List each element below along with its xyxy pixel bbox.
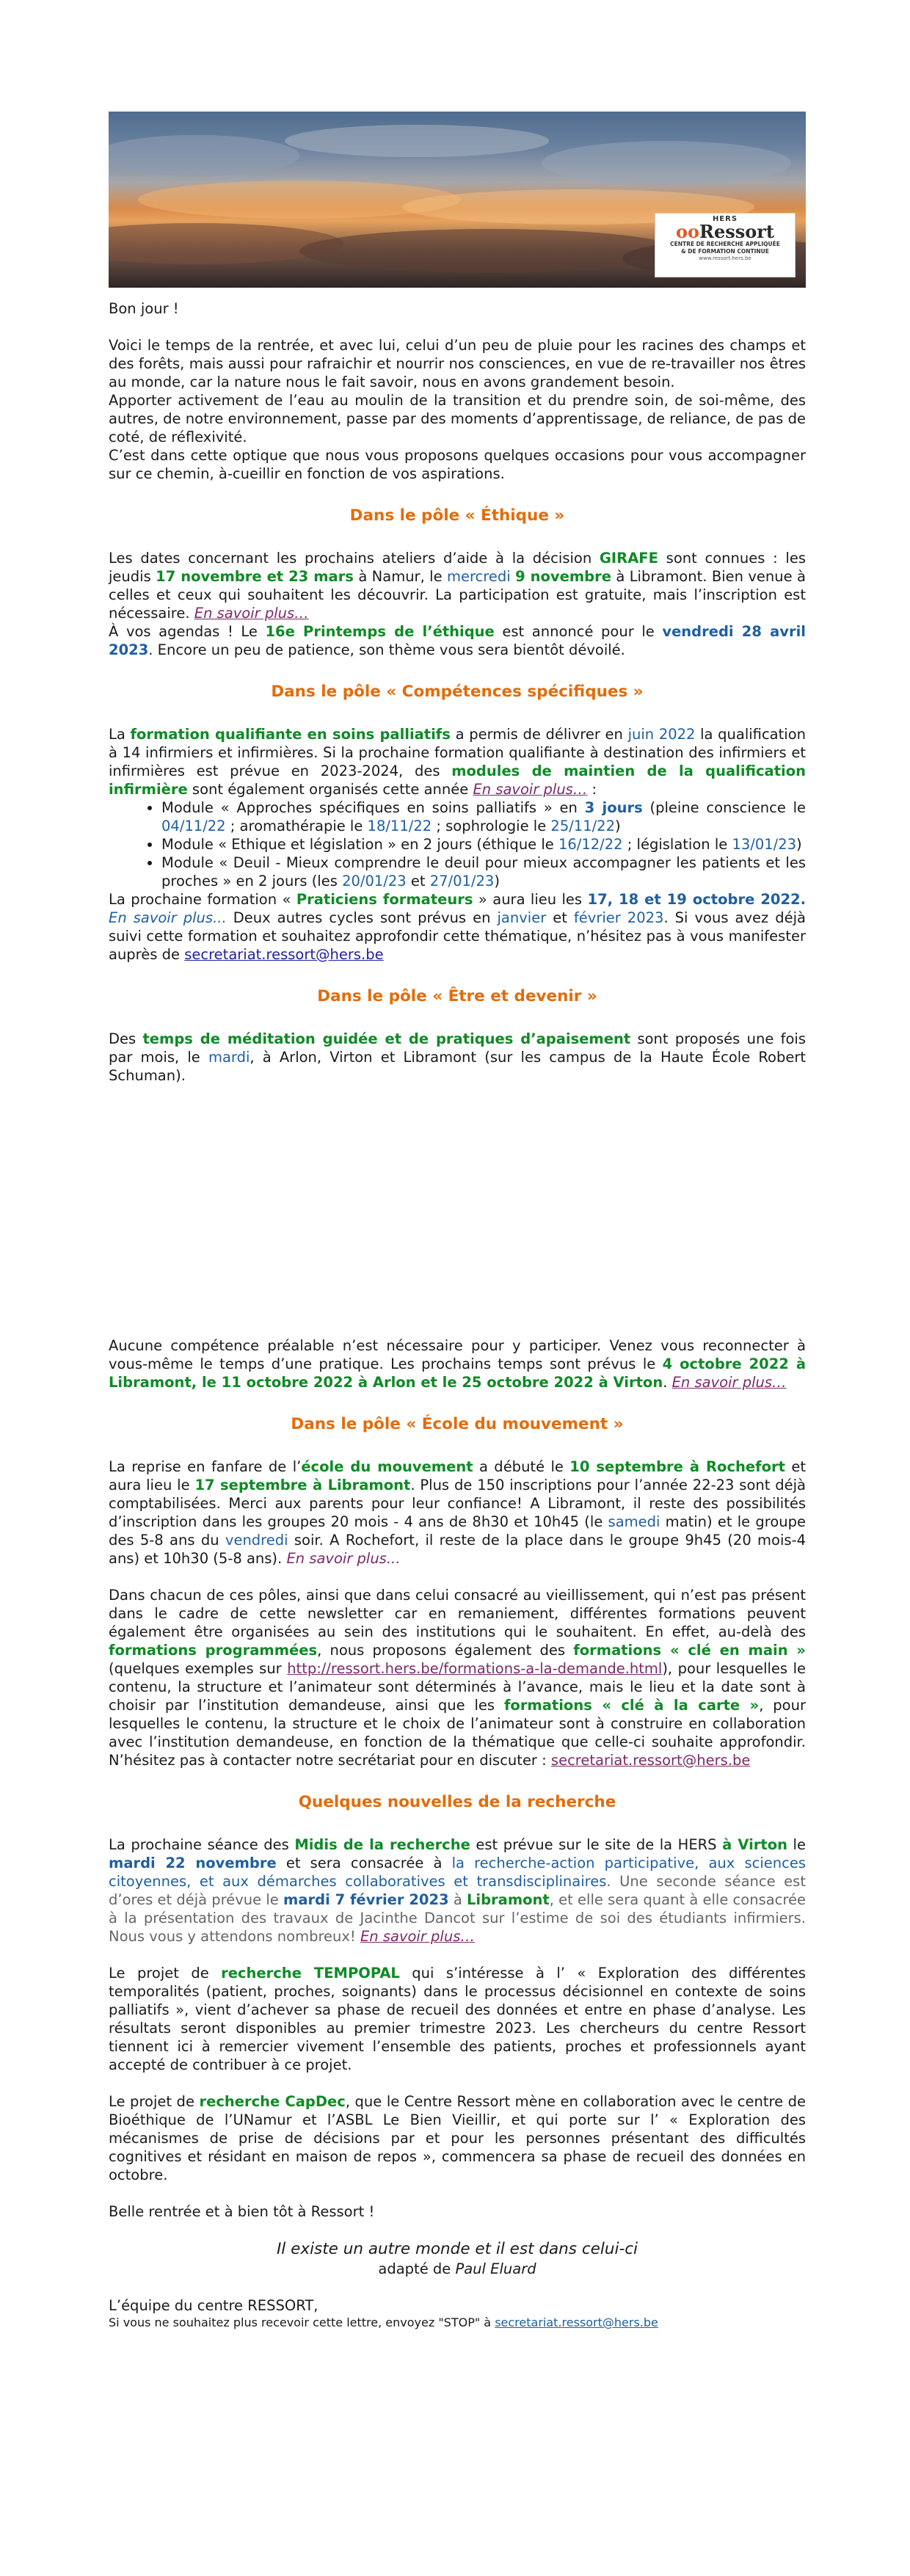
mouvement-paragraph-2: Dans chacun de ces pôles, ainsi que dans celui consacré au vieillissement, qui n’est pas présent dans le cadre de cette newsletter car en remaniement, différentes formations peuvent également être organisées au sein des institutions qui le souhaitent. En effet, au-delà des formations programmées, nous proposons également des formations « clé en main » (quelques exemples sur http://ressort.hers.be/formations-a-la-demande.html), pour lesquelles le contenu, la structure et l’animateur sont déterminés à l’avance, mais le lieu et la date sont à choisir par l’institution demandeuse, ainsi que les formations « clé à la carte », pour lesquelles le contenu, la structure et le choix de l’animateur sont à construire en collaboration avec l’institution demandeuse, en fonction de la thématique que celle-ci souhaite approfondir. N’hésitez pas à contacter notre secrétariat pour en discuter : secretariat.ressort@hers.be	[109, 1587, 806, 1769]
modules-list	[109, 798, 806, 890]
section-title-recherche: Quelques nouvelles de la recherche	[298, 1793, 616, 1811]
etre-more-link[interactable]: En savoir plus…	[671, 1374, 787, 1391]
section-title-ethique: Dans le pôle « Éthique »	[349, 506, 565, 525]
unsubscribe-email-link[interactable]: secretariat.ressort@hers.be	[495, 2315, 658, 2329]
newsletter-body	[109, 299, 806, 2331]
blank-image-area	[109, 1085, 806, 1336]
team-signature: L’équipe du centre RESSORT,	[109, 2297, 318, 2314]
logo-subtitle-2: & DE FORMATION CONTINUE	[681, 248, 769, 255]
ethique-paragraph-2: À vos agendas ! Le 16e Printemps de l’éthique est annoncé pour le vendredi 28 avril 2023. Encore un peu de patience, son thème vous sera bientôt dévoilé.	[109, 623, 806, 658]
mouvement-more-link[interactable]: En savoir plus...	[286, 1550, 401, 1567]
sunset-banner-image	[109, 112, 806, 288]
formateurs-more-link[interactable]: En savoir plus...	[109, 909, 227, 926]
recherche-more-link[interactable]: En savoir plus…	[360, 1928, 475, 1945]
formations-url-link[interactable]: http://ressort.hers.be/formations-a-la-demande.html	[287, 1660, 663, 1677]
secretariat-email-link[interactable]: secretariat.ressort@hers.be	[184, 946, 384, 963]
section-title-competences: Dans le pôle « Compétences spécifiques »	[271, 683, 644, 701]
list-item: • Module « Deuil - Mieux comprendre le deuil pour mieux accompagner les patients et les proches » en 2 jours (les 20/01/23 et 27/01/23)	[161, 854, 806, 890]
competences-paragraph-1: La formation qualifiante en soins palliatifs a permis de délivrer en juin 2022 la qualification à 14 infirmiers et infirmières. Si la prochaine formation qualifiante à destination des infirmiers et infirmières est prévue en 2023-2024, des modules de maintien de la qualification infirmière sont également organisés cette année En savoir plus… :	[109, 726, 806, 798]
recherche-paragraph-2: Le projet de recherche TEMPOPAL qui s’intéresse à l’ « Exploration des différentes temporalités (patient, proches, soignants) dans le processus décisionnel en contexte de soins palliatifs », vient d’achever sa phase de recueil des données et entre en phase d’analyse. Les résultats seront disponibles au premier trimestre 2023. Les chercheurs du centre Ressort tiennent ici à remercier vivement l’ensemble des patients, proches et professionnels ayant accepté de contribuer à ce projet.	[109, 1965, 806, 2073]
quote-author: adapté de Paul Eluard	[378, 2260, 536, 2277]
list-item: • Module « Approches spécifiques en soins palliatifs » en 3 jours (pleine conscience le 04/11/22 ; aromathérapie le 18/11/22 ; sophrologie le 25/11/22)	[161, 798, 806, 835]
mouvement-paragraph-1: La reprise en fanfare de l’école du mouvement a débuté le 10 septembre à Rochefort et aura lieu le 17 septembre à Libramont. Plus de 150 inscriptions pour l’année 22-23 sont déjà comptabilisées. Merci aux parents pour leur confiance! A Libramont, il reste des possibilités d’inscription dans les groupes 20 mois - 4 ans de 8h30 et 10h45 (le samedi matin) et le groupe des 5-8 ans du vendredi soir. A Rochefort, il reste de la place dans le groupe 9h45 (20 mois-4 ans) et 10h30 (5-8 ans). En savoir plus...	[109, 1458, 807, 1567]
etre-paragraph-1: Des temps de méditation guidée et de pratiques d’apaisement sont proposés une fois par mois, le mardi, à Arlon, Virton et Libramont (sur les campus de la Haute École Robert Schuman).	[109, 1030, 807, 1084]
competences-more-link[interactable]: En savoir plus…	[473, 781, 588, 798]
ethique-more-link[interactable]: En savoir plus…	[194, 605, 309, 622]
unsubscribe-note: Si vous ne souhaitez plus recevoir cette lettre, envoyez "STOP" à secretariat.ressort@hers.be	[109, 2315, 658, 2329]
logo-hers-label: HERS	[712, 215, 738, 223]
secretariat-email-link-2[interactable]: secretariat.ressort@hers.be	[550, 1752, 751, 1769]
section-title-mouvement: Dans le pôle « École du mouvement »	[291, 1415, 624, 1433]
intro-paragraph-3: C’est dans cette optique que nous vous proposons quelques occasions pour vous accompagner sur ce chemin, à-cueillir en fonction de vos aspirations.	[109, 447, 806, 482]
etre-paragraph-2: Aucune compétence préalable n’est nécessaire pour y participer. Venez vous reconnecter à vous-même le temps d’une pratique. Les prochains temps sont prévus le 4 octobre 2022 à Libramont, le 11 octobre 2022 à Arlon et le 25 octobre 2022 à Virton. En savoir plus…	[109, 1337, 806, 1391]
competences-paragraph-2: La prochaine formation « Praticiens formateurs » aura lieu les 17, 18 et 19 octobre 2022. En savoir plus... Deux autres cycles sont prévus en janvier et février 2023. Si vous avez déjà suivi cette formation et souhaitez approfondir cette thématique, n’hésitez pas à vous manifester auprès de secretariat.ressort@hers.be	[109, 891, 806, 963]
intro-paragraph-1: Voici le temps de la rentrée, et avec lui, celui d’un peu de pluie pour les racines des champs et des forêts, mais aussi pour rafraichir et nourrir nos consciences, en vue de re-travailler nos êtres au monde, car la nature nous le fait savoir, nous en avons grandement besoin.	[109, 337, 806, 390]
list-item: • Module « Ethique et législation » en 2 jours (éthique le 16/12/22 ; législation le 13/01/23)	[161, 835, 806, 854]
logo-name-text: Ressort	[699, 221, 774, 242]
closing-quote: Il existe un autre monde et il est dans celui-ci	[276, 2240, 638, 2258]
ressort-logo	[655, 213, 796, 277]
logo-name	[655, 223, 795, 241]
closing-text: Belle rentrée et à bien tôt à Ressort !	[109, 2203, 375, 2220]
ethique-paragraph-1: Les dates concernant les prochains ateliers d’aide à la décision GIRAFE sont connues : les jeudis 17 novembre et 23 mars à Namur, le mercredi 9 novembre à Libramont. Bien venue à celles et ceux qui souhaitent les découvrir. La participation est gratuite, mais l’inscription est nécessaire. En savoir plus…	[109, 550, 806, 622]
recherche-paragraph-3: Le projet de recherche CapDec, que le Centre Ressort mène en collaboration avec le centre de Bioéthique de l’UNamur et l’ASBL Le Bien Vieillir, et qui porte sur l’ « Exploration des mécanismes de prise de décisions par et pour les personnes présentant des difficultés cognitives et résidant en maison de repos », commencera sa phase de recueil des données en octobre.	[109, 2093, 806, 2183]
logo-subtitle-1: CENTRE DE RECHERCHE APPLIQUÉE	[670, 241, 780, 247]
logo-prefix: oo	[676, 221, 700, 242]
section-title-etre: Dans le pôle « Être et devenir »	[317, 987, 597, 1005]
greeting: Bon jour !	[109, 300, 179, 317]
logo-url: www.ressort.hers.be	[699, 255, 751, 261]
intro-paragraph-2: Apporter activement de l’eau au moulin de la transition et du prendre soin, de soi-même, des autres, de notre environnement, passe par des moments d’apprentissage, de reliance, de pas de coté, de réflexivité.	[109, 392, 806, 445]
recherche-paragraph-1: La prochaine séance des Midis de la recherche est prévue sur le site de la HERS à Virton le mardi 22 novembre et sera consacrée à la recherche-action participative, aux sciences citoyennes, et aux démarches collaboratives et transdisciplinaires. Une seconde séance est d’ores et déjà prévue le mardi 7 février 2023 à Libramont, et elle sera quant à elle consacrée à la présentation des travaux de Jacinthe Dancot sur l’estime de soi des étudiants infirmiers. Nous vous y attendons nombreux! En savoir plus…	[109, 1836, 806, 1945]
